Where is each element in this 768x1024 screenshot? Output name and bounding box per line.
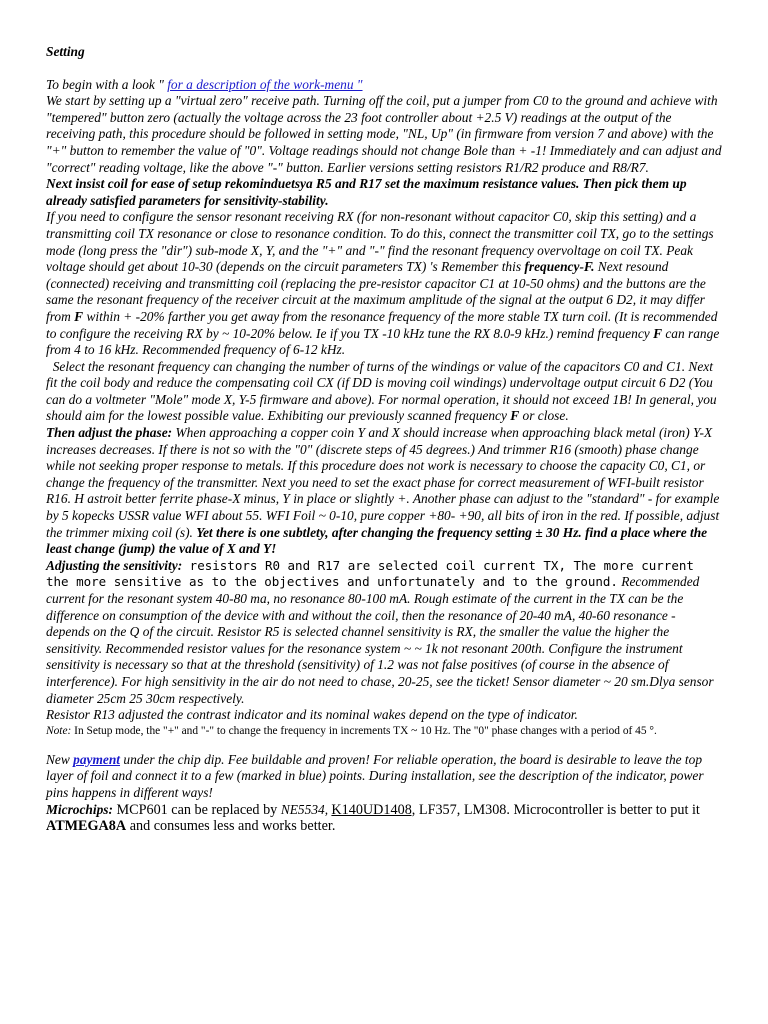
microchips-heading: Microchips: <box>46 801 113 817</box>
sensitivity-current-text: resistors R0 and R17 are selected coil current TX, The more current the more sensitive as to the objectives and unfortunately and to the ground. <box>46 557 694 590</box>
intro-text: We start by setting up a "virtual zero" receive path. Turning off the coil, put a jumper from C0 to the ground and achieve with "tempered" button zero (actually the voltage across the 23 foot controller about +2.5 V) readings at the output of the receiving path, this procedure should be followed in setting mode, "NL, Up" (in firmware from version 7 and above) with the "+" button to remember the value of "0". Voltage readings should not change Bole than + -1! Immediately and can adjust and "correct" reading voltage, like the above "-" button. Earlier versions setting resistors R1/R2 produce and R8/R7. <box>46 93 722 175</box>
microchips-text-3: LF357, LM308. Microcontroller is better to put it <box>415 801 700 818</box>
resonant-text-4: can range from 4 to 16 kHz. Recommended frequency of 6-12 kHz. <box>46 325 720 358</box>
resonant-text-3: within + -20% farther you get away from the resonance frequency of the more stable TX turn coil. (It is recommended to configure the receiving RX by ~ 10-20% below. Ie if you TX -10 kHz tune the RX 8.0-9 kHz.) remind frequency <box>46 308 718 341</box>
select-text-2: or close. <box>519 408 569 424</box>
k140ud1408-link[interactable]: K140UD1408, <box>331 801 416 818</box>
phase-paragraph <box>46 425 722 558</box>
note-paragraph <box>46 724 722 738</box>
document-page <box>46 44 722 835</box>
section-title: Setting <box>46 44 85 59</box>
f-symbol: F <box>74 308 84 324</box>
phase-text: When approaching a copper coin Y and X should increase when approaching black metal (iron) Y-X increases decreases. If there is not so with the "0" (discrete steps of 45 degrees.) And trimmer R16 (smooth) phase change while not seeking proper response to metals. If this procedure does not work is necessary to choose the capacity C0, C1, or change the frequency of the transmitter. Next you need to set the exact phase for correct measurement of WFI-built resistor R16. H astroit better ferrite phase-X minus, Y in place or slightly +. Another phase can adjust to the "standard" - for example by 5 kopecks USSR value WFI about 55. WFI Foil ~ 0-10, pure copper +80- +90, all bits of iron in the red. If possible, adjust the trimmer mixing coil (s). <box>46 425 720 540</box>
intro-paragraph <box>46 77 722 177</box>
microchips-paragraph <box>46 802 722 835</box>
spacer <box>46 738 722 752</box>
f-symbol: F <box>653 325 662 341</box>
sensitivity-text: Recommended current for the resonant system 40-80 ma, no resonance 80-100 mA. Rough estimate of the current in the TX can be the difference on consumption of the device with and without the coil, then the resonance of 20-40 mA, 40-60 resonance - depends on the Q of the circuit. Resistor R5 is selected channel sensitivity is RX, the smaller the value the higher the sensitivity. Recommended resistor values for the resonance system ~ ~ 1k not resonant 200th. Configure the instrument sensitivity is necessary so that at the threshold (sensitivity) of 1.2 was not false positives (of course in the absence of interference). For high sensitivity in the air do not need to chase, 20-25, see the ticket! Sensor diameter ~ 20 sm.Dlya sensor diameter 25cm 25 30cm respectively. <box>46 574 714 706</box>
payment-lead: New <box>46 751 74 767</box>
sensitivity-heading: Adjusting the sensitivity: <box>46 557 183 573</box>
microchips-text-4: and consumes less and works better. <box>126 818 336 835</box>
resonant-paragraph <box>46 209 722 358</box>
select-text-1: Select the resonant frequency can changing the number of turns of the windings or value of the capacitors C0 and C1. Next fit the coil body and reduce the compensating coil CX (if DD is moving coil windings) undervoltage output circuit 6 D2 (You can do a voltmeter "Mole" mode X, Y-5 firmware and above). For normal operation, it should not exceed 1B! In general, you should aim for the lowest possible value. Exhibiting our previously scanned frequency <box>46 358 720 424</box>
microchips-text-1: MCP601 can be replaced by <box>112 801 281 818</box>
insist-paragraph: Next insist coil for ease of setup rekominduetsya R5 and R17 set the maximum resistance values. Then pick them up already satisfied parameters for sensitivity-stability. <box>46 176 687 208</box>
payment-text: under the chip dip. Fee buildable and proven! For reliable operation, the board is desirable to leave the top layer of foil and connect it to a few (marked in blue) points. During installation, see the description of the indicator, power pins happens in different ways! <box>46 751 704 800</box>
frequency-f-label: frequency-F. <box>524 259 595 275</box>
f-symbol: F <box>510 408 520 424</box>
work-menu-link[interactable]: for a description of the work-menu " <box>167 76 363 92</box>
note-text: In Setup mode, the "+" and "-" to change the frequency in increments TX ~ 10 Hz. The "0" phase changes with a period of 45 °. <box>71 724 657 737</box>
resonant-text-2: Next resound (connected) receiving and transmitting coil (replacing the pre-resistor capacitor C1 at 10-50 ohms) and the buttons are the same the resonant frequency of the receiver circuit at the maximum amplitude of the signal at the output 6 D2, it may differ from <box>46 259 706 324</box>
phase-subtlety: Yet there is one subtlety, after changing the frequency setting ± 30 Hz. find a place where the least change (jump) the value of X and Y! <box>46 524 708 557</box>
microchips-text-2: NE5534, <box>280 801 332 817</box>
atmega8a-label: ATMEGA8A <box>46 818 127 835</box>
payment-link[interactable]: payment <box>73 751 121 767</box>
payment-paragraph <box>46 752 722 802</box>
resonant-text-1: If you need to configure the sensor resonant receiving RX (for non-resonant without capacitor C0, skip this setting) and a transmitting coil TX resonance or close to resonance condition. To do this, connect the transmitter coil TX, go to the settings mode (long press the "dir") sub-mode X, Y, and the "+" and "-" find the resonant frequency overvoltage on coil TX. Peak voltage should get about 10-30 (depends on the circuit parameters TX) 's Remember this <box>46 209 714 275</box>
intro-lead: To begin with a look " <box>46 76 168 92</box>
select-paragraph <box>46 359 722 425</box>
note-label: Note: <box>46 724 72 737</box>
phase-heading: Then adjust the phase: <box>46 425 173 441</box>
r13-paragraph: Resistor R13 adjusted the contrast indicator and its nominal wakes depend on the type of indicator. <box>46 707 578 723</box>
sensitivity-paragraph <box>46 558 722 707</box>
